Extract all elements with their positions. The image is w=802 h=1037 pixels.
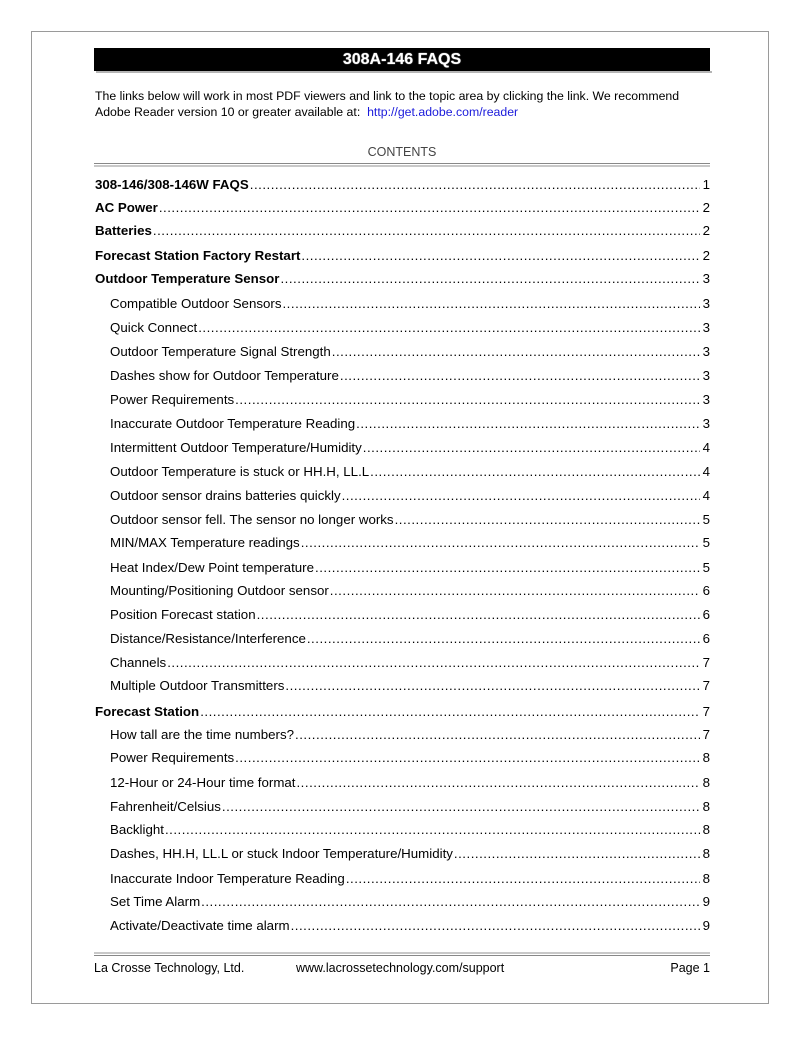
footer-url[interactable]: www.lacrossetechnology.com/support: [296, 961, 505, 975]
toc-entry-page: 7: [702, 727, 710, 742]
toc-leader-dots: [315, 559, 700, 577]
intro-paragraph: [95, 88, 715, 120]
toc-leader-dots: [250, 176, 700, 194]
toc-entry[interactable]: [95, 270, 710, 288]
toc-entry-label: Backlight: [110, 822, 164, 837]
toc-leader-dots: [153, 222, 700, 240]
toc-leader-dots: [454, 845, 700, 863]
toc-entry-label: Quick Connect: [110, 320, 198, 335]
toc-entry-label: Activate/Deactivate time alarm: [110, 918, 290, 933]
toc-entry-label: Set Time Alarm: [110, 894, 201, 909]
toc-entry-page: 3: [702, 296, 710, 311]
toc-entry-label: MIN/MAX Temperature readings: [110, 535, 300, 550]
toc-entry[interactable]: [95, 703, 710, 721]
toc-entry-label: Forecast Station: [95, 704, 200, 719]
toc-entry[interactable]: [95, 511, 710, 529]
toc-entry-page: 4: [702, 488, 710, 503]
toc-entry-label: Distance/Resistance/Interference: [110, 631, 306, 646]
toc-entry[interactable]: [95, 893, 710, 911]
toc-entry-page: 8: [702, 871, 710, 886]
toc-entry-label: Power Requirements: [110, 750, 235, 765]
toc-entry-page: 3: [702, 416, 710, 431]
toc-leader-dots: [395, 511, 700, 529]
toc-entry-label: Multiple Outdoor Transmitters: [110, 678, 285, 693]
toc-entry-page: 6: [702, 607, 710, 622]
toc-entry[interactable]: [95, 247, 710, 265]
toc-entry[interactable]: [95, 798, 710, 816]
adobe-reader-link[interactable]: http://get.adobe.com/reader: [367, 105, 519, 119]
toc-leader-dots: [235, 391, 699, 409]
toc-entry[interactable]: [95, 559, 710, 577]
toc-leader-dots: [198, 319, 699, 337]
toc-leader-dots: [167, 654, 699, 672]
toc-leader-dots: [295, 726, 700, 744]
toc-leader-dots: [346, 870, 700, 888]
toc-entry-label: How tall are the time numbers?: [110, 727, 295, 742]
toc-entry[interactable]: [95, 726, 710, 744]
toc-entry-label: Dashes, HH.H, LL.L or stuck Indoor Temperature/Humidity: [110, 846, 453, 861]
toc-entry[interactable]: [95, 606, 710, 624]
toc-entry-page: 5: [702, 535, 710, 550]
toc-entry-page: 8: [702, 775, 710, 790]
toc-entry[interactable]: [95, 415, 710, 433]
toc-entry-label: Fahrenheit/Celsius: [110, 799, 221, 814]
toc-entry-label: Channels: [110, 655, 167, 670]
page-title: 308A-146 FAQS: [94, 48, 710, 71]
toc-entry[interactable]: [95, 343, 710, 361]
toc-entry-page: 8: [702, 846, 710, 861]
toc-entry-page: 9: [702, 894, 710, 909]
toc-entry-label: Intermittent Outdoor Temperature/Humidity: [110, 440, 362, 455]
toc-entry-page: 3: [702, 344, 710, 359]
toc-entry-page: 2: [702, 248, 710, 263]
toc-entry-label: Heat Index/Dew Point temperature: [110, 560, 314, 575]
toc-entry-page: 8: [702, 822, 710, 837]
toc-entry-label: Compatible Outdoor Sensors: [110, 296, 282, 311]
toc-entry-page: 5: [702, 512, 710, 527]
toc-leader-dots: [332, 343, 700, 361]
toc-entry[interactable]: [95, 870, 710, 888]
toc-entry-page: 8: [702, 799, 710, 814]
toc-entry-label: AC Power: [95, 200, 158, 215]
toc-entry[interactable]: [95, 654, 710, 672]
toc-leader-dots: [165, 821, 700, 839]
toc-entry[interactable]: [95, 391, 710, 409]
footer-rule: [94, 952, 710, 956]
toc-entry[interactable]: [95, 630, 710, 648]
toc-entry[interactable]: [95, 487, 710, 505]
toc-entry-label: Outdoor Temperature Sensor: [95, 271, 280, 286]
toc-entry[interactable]: [95, 821, 710, 839]
toc-leader-dots: [307, 630, 700, 648]
toc-leader-dots: [222, 798, 700, 816]
toc-entry-label: Dashes show for Outdoor Temperature: [110, 368, 339, 383]
intro-text: The links below will work in most PDF viewers and link to the topic area by clicking the link. We recommend Adobe Reader version 10 or greater available at:: [95, 89, 680, 119]
toc-entry[interactable]: [95, 367, 710, 385]
toc-entry[interactable]: [95, 222, 710, 240]
toc-leader-dots: [235, 749, 699, 767]
toc-entry[interactable]: [95, 774, 710, 792]
toc-entry-page: 5: [702, 560, 710, 575]
document-page: [31, 31, 769, 1004]
toc-entry-page: 9: [702, 918, 710, 933]
toc-leader-dots: [285, 677, 699, 695]
toc-entry-label: Outdoor sensor drains batteries quickly: [110, 488, 341, 503]
toc-entry-page: 7: [702, 678, 710, 693]
contents-top-rule: [94, 163, 710, 167]
toc-entry[interactable]: [95, 749, 710, 767]
contents-heading: CONTENTS: [367, 145, 437, 159]
toc-entry-label: Mounting/Positioning Outdoor sensor: [110, 583, 329, 598]
toc-entry-page: 2: [702, 223, 710, 238]
toc-leader-dots: [363, 439, 700, 457]
toc-entry-label: Batteries: [95, 223, 152, 238]
toc-leader-dots: [370, 463, 699, 481]
title-shadow: [96, 71, 712, 73]
toc-entry-page: 3: [702, 392, 710, 407]
toc-entry-label: Outdoor sensor fell. The sensor no longer works: [110, 512, 394, 527]
toc-leader-dots: [291, 917, 700, 935]
toc-leader-dots: [280, 270, 699, 288]
toc-entry[interactable]: [95, 582, 710, 600]
toc-entry-label: Outdoor Temperature is stuck or HH.H, LL.L: [110, 464, 370, 479]
toc-leader-dots: [282, 295, 699, 313]
toc-entry-page: 4: [702, 464, 710, 479]
toc-entry-page: 6: [702, 583, 710, 598]
toc-leader-dots: [159, 199, 700, 217]
toc-leader-dots: [340, 367, 700, 385]
toc-entry-page: 6: [702, 631, 710, 646]
toc-entry[interactable]: [95, 199, 710, 217]
toc-entry[interactable]: [95, 534, 710, 552]
toc-entry-page: 2: [702, 200, 710, 215]
toc-leader-dots: [301, 247, 699, 265]
toc-entry-page: 3: [702, 368, 710, 383]
toc-entry-page: 7: [702, 655, 710, 670]
toc-entry-page: 1: [702, 177, 710, 192]
toc-entry-page: 3: [702, 271, 710, 286]
toc-leader-dots: [356, 415, 699, 433]
toc-entry-label: 308-146/308-146W FAQS: [95, 177, 249, 192]
toc-leader-dots: [342, 487, 700, 505]
toc-entry-label: Position Forecast station: [110, 607, 256, 622]
footer-company: La Crosse Technology, Ltd.: [94, 961, 245, 975]
toc-entry-label: Power Requirements: [110, 392, 235, 407]
toc-entry-label: 12-Hour or 24-Hour time format: [110, 775, 296, 790]
toc-entry-page: 3: [702, 320, 710, 335]
toc-entry[interactable]: [95, 917, 710, 935]
toc-entry-label: Inaccurate Outdoor Temperature Reading: [110, 416, 356, 431]
toc-entry[interactable]: [95, 677, 710, 695]
toc-entry-label: Inaccurate Indoor Temperature Reading: [110, 871, 345, 886]
toc-entry[interactable]: [95, 845, 710, 863]
toc-entry[interactable]: [95, 319, 710, 337]
toc-entry-label: Outdoor Temperature Signal Strength: [110, 344, 331, 359]
toc-leader-dots: [200, 703, 699, 721]
toc-entry[interactable]: [95, 463, 710, 481]
toc-entry-page: 7: [702, 704, 710, 719]
toc-leader-dots: [201, 893, 699, 911]
toc-entry[interactable]: [95, 176, 710, 194]
footer-page-number: Page 1: [670, 961, 710, 975]
toc-entry-page: 4: [702, 440, 710, 455]
toc-leader-dots: [257, 606, 700, 624]
toc-entry-label: Forecast Station Factory Restart: [95, 248, 301, 263]
toc-leader-dots: [301, 534, 700, 552]
toc-entry[interactable]: [95, 295, 710, 313]
toc-entry[interactable]: [95, 439, 710, 457]
toc-entry-page: 8: [702, 750, 710, 765]
toc-leader-dots: [296, 774, 699, 792]
toc-leader-dots: [330, 582, 700, 600]
